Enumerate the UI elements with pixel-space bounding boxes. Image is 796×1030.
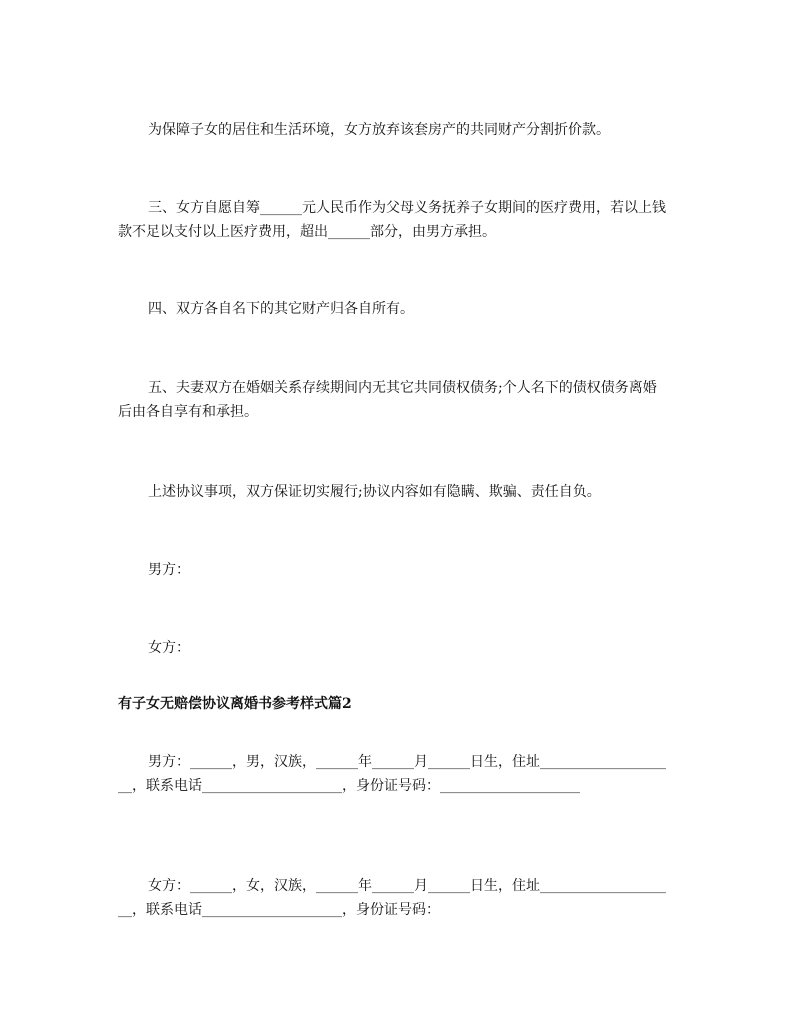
paragraph-medical-costs: 三、女方自愿自筹______元人民币作为父母义务抚养子女期间的医疗费用，若以上钱款不足以支付以上医疗费用，超出______部分，由男方承担。 bbox=[118, 200, 666, 240]
paragraph-guarantee: 上述协议事项，双方保证切实履行;协议内容如有隐瞒、欺骗、责任自负。 bbox=[148, 484, 601, 500]
signature-female: 女方： bbox=[148, 640, 190, 656]
signature-male: 男方： bbox=[148, 562, 190, 578]
paragraph-debts: 五、夫妻双方在婚姻关系存续期间内无其它共同债权债务;个人名下的债权债务离婚后由各自享有和承担。 bbox=[118, 380, 657, 420]
male-info: 男方：______，男，汉族，______年______月______日生，住址____________________，联系电话____________________，身份证号码：____________________ bbox=[118, 754, 666, 794]
section-heading: 有子女无赔偿协议离婚书参考样式篇2 bbox=[118, 696, 352, 712]
paragraph-property: 四、双方各自名下的其它财产归各自所有。 bbox=[148, 301, 414, 317]
paragraph-housing: 为保障子女的居住和生活环境，女方放弃该套房产的共同财产分割折价款。 bbox=[148, 122, 610, 138]
female-info: 女方：______，女，汉族，______年______月______日生，住址____________________，联系电话____________________，身份证号码： bbox=[118, 878, 666, 918]
